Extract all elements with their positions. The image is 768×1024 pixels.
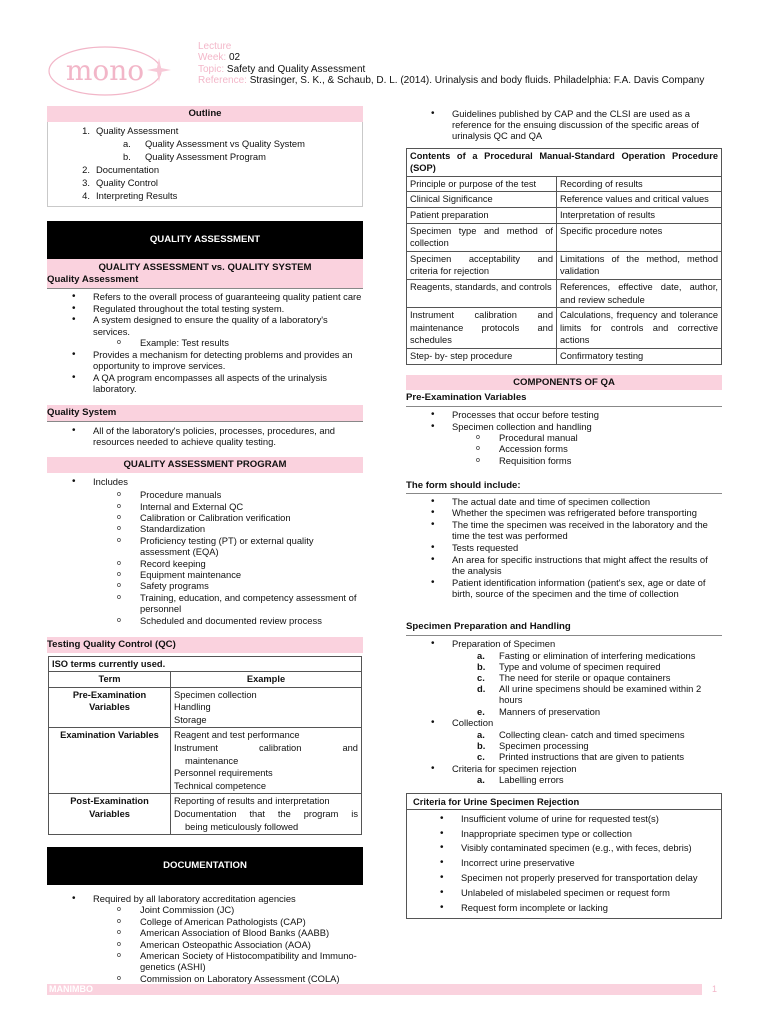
table-cell-text: Calculations, frequency and tolerance limits for controls and corrective actions xyxy=(560,310,718,346)
lecture-label: Lecture xyxy=(198,41,232,52)
right-column xyxy=(406,108,722,919)
table-cell xyxy=(557,279,722,307)
list-item: • Inappropriate specimen type or collection xyxy=(415,827,717,841)
example-line xyxy=(174,742,358,755)
list-subitem: o Training, education, and competency assessment of personnel xyxy=(47,592,363,615)
criteria-title: Criteria for Urine Specimen Rejection xyxy=(407,794,721,810)
table-row xyxy=(407,348,722,364)
table-row xyxy=(407,176,722,192)
list-item: • Insufficient volume of urine for requested test(s) xyxy=(415,812,717,826)
list-subitem: o Record keeping xyxy=(47,558,363,569)
list-item: • An area for specific instructions that might affect the results of the analysis xyxy=(406,554,722,576)
table-cell xyxy=(557,308,722,349)
table-cell xyxy=(557,348,722,364)
example-exam xyxy=(171,728,362,794)
list-subitem: o Equipment maintenance xyxy=(47,569,363,580)
documentation-bullets xyxy=(47,893,363,984)
list-subitem: o American Society of Histocompatibility and Immuno- genetics (ASHI) xyxy=(47,950,363,973)
list-subitem: o Internal and External QC xyxy=(47,501,363,512)
list-subitem-text: Manners of preservation xyxy=(499,705,601,717)
example-word: and xyxy=(342,743,358,754)
list-letter: a. xyxy=(477,773,485,785)
list-item xyxy=(406,763,722,785)
list-letter: b. xyxy=(477,660,486,672)
iso-table xyxy=(48,656,362,836)
outline-number: b. xyxy=(123,150,131,162)
list-subitem: o Commission on Laboratory Assessment (COLA) xyxy=(47,973,363,984)
outline-list xyxy=(48,124,362,202)
outline-item xyxy=(48,163,362,176)
list-subitem: o Procedure manuals xyxy=(47,489,363,500)
table-cell-text: Clinical Significance xyxy=(410,194,493,205)
pre-exam-bullets xyxy=(406,409,722,466)
table-cell xyxy=(407,279,557,307)
list-subitem-text: Printed instructions that are given to patients xyxy=(499,751,685,762)
list-letter: d. xyxy=(477,683,486,695)
agency-list xyxy=(47,904,363,984)
outline-label: Documentation xyxy=(96,163,160,175)
table-row xyxy=(407,223,722,251)
qa-banner: QUALITY ASSESSMENT xyxy=(47,221,363,259)
list-subitem xyxy=(406,706,722,717)
documentation-banner: DOCUMENTATION xyxy=(47,847,363,885)
table-cell xyxy=(407,308,557,349)
table-cell-text: Patient preparation xyxy=(410,209,489,220)
table-cell xyxy=(557,223,722,251)
list-item-text: Includes xyxy=(93,475,128,487)
list-subitem-text: The need for sterile or opaque containers xyxy=(499,672,671,684)
term-post: Post-Examination Variables xyxy=(49,794,171,835)
example-line: Specimen collection xyxy=(174,689,257,700)
table-cell xyxy=(407,348,557,364)
list-letter: b. xyxy=(477,739,486,751)
list-item: • Whether the specimen was refrigerated before transporting xyxy=(406,507,722,518)
criteria-box xyxy=(406,793,722,920)
outline-number: 4. xyxy=(82,189,90,201)
table-row xyxy=(407,251,722,279)
list-item: • Incorrect urine preservative xyxy=(415,856,717,870)
table-cell-text: Confirmatory testing xyxy=(560,350,644,361)
prep-bullets xyxy=(406,638,722,785)
example-line: Personnel requirements xyxy=(174,768,273,779)
outline-number: 3. xyxy=(82,176,90,188)
list-subitem xyxy=(406,774,722,785)
pre-exam-sublist xyxy=(406,432,722,466)
outline-item xyxy=(48,124,362,137)
qs-bullets xyxy=(47,425,363,447)
week-label: Week: xyxy=(198,52,227,64)
topic-value: Safety and Quality Assessment xyxy=(226,63,366,75)
list-letter: c. xyxy=(477,751,485,762)
example-line: Reagent and test performance xyxy=(174,730,300,741)
qa-program-title: QUALITY ASSESSMENT PROGRAM xyxy=(47,457,363,473)
list-item-text: Collection xyxy=(452,717,494,729)
table-cell-text: Recording of results xyxy=(560,178,643,189)
table-cell-text: Interpretation of results xyxy=(560,209,656,220)
table-cell-text: Specimen type and method of collection xyxy=(410,225,553,249)
outline-item xyxy=(48,176,362,189)
list-subitem xyxy=(406,650,722,661)
prep-sublist xyxy=(406,650,722,717)
term-exam: Examination Variables xyxy=(49,728,171,794)
example-line: Handling xyxy=(174,702,211,713)
list-item: • Request form incomplete or lacking xyxy=(415,901,717,915)
sop-title-text: Contents of a Procedural Manual-Standard Operation Procedure (SOP) xyxy=(410,150,718,174)
list-subitem: o Safety programs xyxy=(47,580,363,591)
sop-title xyxy=(407,148,722,176)
list-subitem: o Standardization xyxy=(47,523,363,534)
guidelines-bullets xyxy=(406,108,722,142)
example-word: Instrument xyxy=(174,743,218,754)
list-subitem: o Accession forms xyxy=(406,443,722,454)
list-letter: c. xyxy=(477,672,485,684)
criteria-bullets xyxy=(407,810,721,919)
list-subitem-text: Type and volume of specimen required xyxy=(499,660,661,672)
list-item: • Guidelines published by CAP and the CLSI are used as a reference for the ensuing discussion of the specific areas of urinalysis QC and QA xyxy=(406,108,722,142)
outline-item xyxy=(48,137,362,150)
list-subitem: o American Association of Blood Banks (AABB) xyxy=(47,927,363,938)
list-letter: a. xyxy=(477,649,485,661)
list-item xyxy=(406,717,722,762)
list-item-text: Required by all laboratory accreditation agencies xyxy=(93,893,296,905)
outline-item xyxy=(48,189,362,202)
table-cell xyxy=(407,223,557,251)
outline-label: Interpreting Results xyxy=(96,189,178,201)
topic-label: Topic: xyxy=(198,63,225,75)
outline-number: 1. xyxy=(82,124,90,136)
list-subitem: o College of American Pathologists (CAP) xyxy=(47,916,363,927)
qs-subhead: Quality System xyxy=(47,405,363,422)
prep-subhead: Specimen Preparation and Handling xyxy=(406,619,722,636)
example-line: Documentation that the program is xyxy=(174,809,358,820)
list-letter: a. xyxy=(477,728,485,740)
table-cell xyxy=(557,251,722,279)
list-item-text: A system designed to ensure the quality of a laboratory's services. xyxy=(93,314,328,337)
example-pre xyxy=(171,687,362,728)
list-subitem xyxy=(406,740,722,751)
list-item-text: Preparation of Specimen xyxy=(452,638,556,650)
tqc-title: Testing Quality Control (QC) xyxy=(47,637,363,653)
list-item: • Regulated throughout the total testing system. xyxy=(47,303,363,314)
list-item: • Specimen not properly preserved for transportation delay xyxy=(415,871,717,885)
list-subitem-text: Fasting or elimination of interfering medications xyxy=(499,649,696,661)
list-subitem xyxy=(406,661,722,672)
example-post xyxy=(171,794,362,835)
list-subitem xyxy=(406,729,722,740)
lecture-header xyxy=(198,41,718,87)
table-cell-text: Limitations of the method, method validation xyxy=(560,253,718,277)
list-item xyxy=(406,421,722,466)
table-row xyxy=(407,192,722,208)
program-sublist xyxy=(47,489,363,626)
list-item: • Processes that occur before testing xyxy=(406,409,722,420)
list-item: • Refers to the overall process of guaranteeing quality patient care xyxy=(47,291,363,302)
example-line: Storage xyxy=(174,714,207,725)
table-cell-text: Specific procedure notes xyxy=(560,225,663,236)
list-item xyxy=(406,638,722,716)
list-subitem: o Requisition forms xyxy=(406,455,722,466)
logo-text: mono xyxy=(65,54,145,87)
outline-label: Quality Assessment xyxy=(96,124,179,136)
form-subhead: The form should include: xyxy=(406,479,722,494)
list-item: • Tests requested xyxy=(406,542,722,553)
list-subitem xyxy=(406,672,722,683)
list-item: • The actual date and time of specimen collection xyxy=(406,496,722,507)
list-subitem xyxy=(406,683,722,705)
reference-value: Strasinger, S. K., & Schaub, D. L. (2014). Urinalysis and body fluids. Philadelphia: F.A. Davis Company xyxy=(249,75,705,87)
table-cell-text: Reagents, standards, and controls xyxy=(410,281,552,292)
form-bullets xyxy=(406,496,722,599)
footer-author: MANIMBO xyxy=(49,984,93,994)
list-item: • The time the specimen was received in the laboratory and the time the test was performed xyxy=(406,519,722,541)
program-bullets xyxy=(47,476,363,626)
sop-table xyxy=(406,148,722,365)
list-item: • All of the laboratory's policies, processes, procedures, and resources needed to achieve quality testing. xyxy=(47,425,363,447)
pre-exam-subhead: Pre-Examination Variables xyxy=(406,390,722,407)
list-subitem: o Proficiency testing (PT) or external quality assessment (EQA) xyxy=(47,535,363,558)
list-item: • A QA program encompasses all aspects of the urinalysis laboratory. xyxy=(47,372,363,394)
list-subitem: o Joint Commission (JC) xyxy=(47,904,363,915)
left-column xyxy=(47,106,363,985)
table-row xyxy=(407,308,722,349)
col-header-term: Term xyxy=(49,672,171,688)
example-line: maintenance xyxy=(185,755,239,766)
list-subitem-text: All urine specimens should be examined within 2 hours xyxy=(499,683,702,706)
outline-number: 2. xyxy=(82,163,90,175)
outline-box xyxy=(47,122,363,207)
collection-sublist xyxy=(406,729,722,763)
iso-caption: ISO terms currently used. xyxy=(49,656,362,672)
week-value: 02 xyxy=(228,52,241,64)
list-item xyxy=(47,314,363,348)
outline-label: Quality Control xyxy=(96,176,159,188)
table-cell-text: Instrument calibration and maintenance protocols and schedules xyxy=(410,310,553,346)
table-cell xyxy=(407,192,557,208)
outline-label: Quality Assessment Program xyxy=(145,150,266,162)
outline-label: Quality Assessment vs Quality System xyxy=(145,137,305,149)
table-cell xyxy=(557,207,722,223)
table-row xyxy=(407,279,722,307)
example-line: being meticulously followed xyxy=(185,821,299,832)
table-row xyxy=(407,207,722,223)
list-item-text: Specimen collection and handling xyxy=(452,420,592,432)
list-item xyxy=(47,893,363,984)
list-subitem: o American Osteopathic Association (AOA) xyxy=(47,939,363,950)
reference-label: Reference: xyxy=(198,75,247,87)
example-line: Reporting of results and interpretation xyxy=(174,796,330,807)
components-title: COMPONENTS OF QA xyxy=(406,375,722,391)
list-subitem-text: Specimen processing xyxy=(499,739,589,751)
table-cell-text: Principle or purpose of the test xyxy=(410,178,537,189)
outline-number: a. xyxy=(123,137,131,149)
term-pre: Pre-Examination Variables xyxy=(49,687,171,728)
list-item: • Visibly contaminated specimen (e.g., with feces, debris) xyxy=(415,841,717,855)
list-subitem: o Calibration or Calibration verification xyxy=(47,512,363,523)
list-subitem: o Scheduled and documented review process xyxy=(47,615,363,626)
list-item-text: Criteria for specimen rejection xyxy=(452,762,577,774)
table-cell xyxy=(407,176,557,192)
table-cell-text: Step- by- step procedure xyxy=(410,350,513,361)
list-subitem: o Procedural manual xyxy=(406,432,722,443)
table-cell-text: Specimen acceptability and criteria for rejection xyxy=(410,253,553,277)
outline-title: Outline xyxy=(47,106,363,122)
list-item xyxy=(47,476,363,626)
list-subitem xyxy=(406,751,722,762)
list-subitem: o Example: Test results xyxy=(47,337,363,348)
example-word: calibration xyxy=(259,743,302,754)
table-cell xyxy=(557,192,722,208)
table-cell-text: Reference values and critical values xyxy=(560,194,709,205)
table-cell-text: References, effective date, author, and review schedule xyxy=(560,281,718,305)
table-cell xyxy=(407,251,557,279)
list-item: • Patient identification information (patient's sex, age or date of birth, source of the specimen and the time of collection xyxy=(406,577,722,599)
list-letter: e. xyxy=(477,705,485,717)
rejection-sublist xyxy=(406,774,722,785)
footer-bar xyxy=(47,984,702,995)
list-item: • Provides a mechanism for detecting problems and provides an opportunity to improve services. xyxy=(47,349,363,371)
qa-subhead: Quality Assessment xyxy=(47,274,363,289)
qa-vs-qs-title: QUALITY ASSESSMENT vs. QUALITY SYSTEM xyxy=(47,259,363,275)
table-cell xyxy=(407,207,557,223)
outline-item xyxy=(48,150,362,163)
list-item: • Unlabeled of mislabeled specimen or request form xyxy=(415,886,717,900)
mono-logo xyxy=(47,44,177,100)
qa-bullets xyxy=(47,291,363,394)
page-number: 1 xyxy=(712,984,718,994)
col-header-example: Example xyxy=(171,672,362,688)
example-line: Technical competence xyxy=(174,780,266,791)
list-subitem-text: Collecting clean- catch and timed specimens xyxy=(499,728,685,740)
list-subitem-text: Labelling errors xyxy=(499,773,564,785)
table-cell xyxy=(557,176,722,192)
